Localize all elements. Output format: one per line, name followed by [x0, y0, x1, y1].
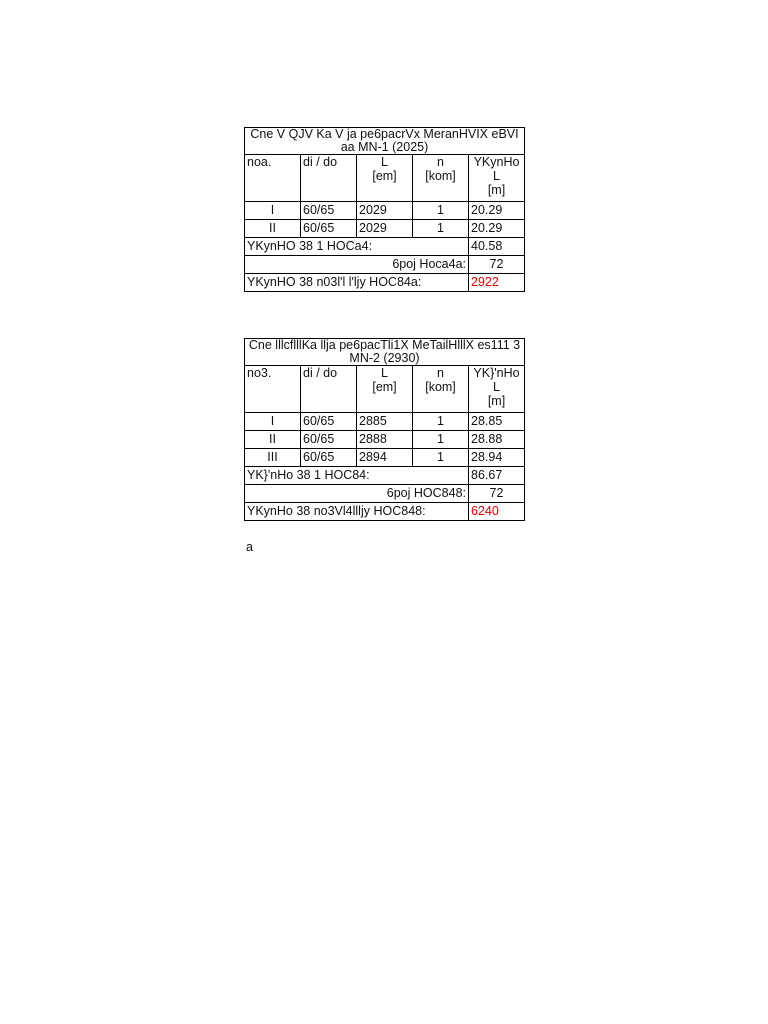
- cell-length: 2885: [357, 413, 413, 431]
- cell-diameter: 60/65: [301, 431, 357, 449]
- cell-length: 2894: [357, 449, 413, 467]
- cell-position: II: [245, 431, 301, 449]
- table-row: [245, 431, 525, 449]
- sum-label: YK}'nHo 38 1 HOC84:: [245, 467, 469, 485]
- count-label: 6poj HOC848:: [245, 485, 469, 503]
- header-total-length: YKynHo L [m]: [469, 155, 525, 202]
- count-value: 72: [469, 485, 525, 503]
- header-length: L [em]: [357, 155, 413, 202]
- cell-count: 1: [413, 413, 469, 431]
- header-count: n [kom]: [413, 366, 469, 413]
- table-row: [245, 413, 525, 431]
- cell-total: 28.88: [469, 431, 525, 449]
- grand-total-value: 6240: [469, 503, 525, 521]
- header-diameter: di / do: [301, 366, 357, 413]
- table-title: Cne lllcflllKa llja pe6pacTli1X MeTailHlllX es111 3 MN-2 (2930): [245, 339, 525, 366]
- table-row: [245, 220, 525, 238]
- count-label: 6poj Hoca4a:: [245, 256, 469, 274]
- table-header-row: [245, 155, 525, 202]
- header-length: L [em]: [357, 366, 413, 413]
- cell-count: 1: [413, 431, 469, 449]
- header-position: no3.: [245, 366, 301, 413]
- count-value: 72: [469, 256, 525, 274]
- cell-length: 2888: [357, 431, 413, 449]
- table-title-row: [245, 128, 525, 155]
- count-row: [245, 256, 525, 274]
- table-row: [245, 449, 525, 467]
- cell-count: 1: [413, 202, 469, 220]
- grand-total-row: [245, 503, 525, 521]
- pipe-schedule-table-1: [244, 127, 525, 292]
- table-header-row: [245, 366, 525, 413]
- cell-diameter: 60/65: [301, 220, 357, 238]
- cell-total: 28.85: [469, 413, 525, 431]
- cell-count: 1: [413, 220, 469, 238]
- sum-row: [245, 467, 525, 485]
- table-row: [245, 202, 525, 220]
- cell-length: 2029: [357, 220, 413, 238]
- sum-value: 40.58: [469, 238, 525, 256]
- cell-position: I: [245, 413, 301, 431]
- cell-count: 1: [413, 449, 469, 467]
- cell-diameter: 60/65: [301, 202, 357, 220]
- header-count: n [kom]: [413, 155, 469, 202]
- cell-diameter: 60/65: [301, 413, 357, 431]
- cell-position: III: [245, 449, 301, 467]
- pipe-schedule-table-2: [244, 338, 525, 521]
- grand-total-label: YKynHO 38 n03l'l l'ljy HOC84a:: [245, 274, 469, 292]
- table-title: Cne V QJV Ka V ja pe6pacrVx MeranHVIX eBVI aa MN-1 (2025): [245, 128, 525, 155]
- header-position: noa.: [245, 155, 301, 202]
- cell-diameter: 60/65: [301, 449, 357, 467]
- sum-row: [245, 238, 525, 256]
- header-total-length: YK}'nHo L [m]: [469, 366, 525, 413]
- cell-position: II: [245, 220, 301, 238]
- header-diameter: di / do: [301, 155, 357, 202]
- table-title-row: [245, 339, 525, 366]
- grand-total-label: YKynHo 38 no3Vl4llljy HOC848:: [245, 503, 469, 521]
- cell-length: 2029: [357, 202, 413, 220]
- cell-total: 20.29: [469, 220, 525, 238]
- cell-total: 20.29: [469, 202, 525, 220]
- count-row: [245, 485, 525, 503]
- footer-note: a: [246, 540, 253, 554]
- grand-total-row: [245, 274, 525, 292]
- sum-label: YKynHO 38 1 HOCa4:: [245, 238, 469, 256]
- cell-position: I: [245, 202, 301, 220]
- cell-total: 28.94: [469, 449, 525, 467]
- grand-total-value: 2922: [469, 274, 525, 292]
- sum-value: 86.67: [469, 467, 525, 485]
